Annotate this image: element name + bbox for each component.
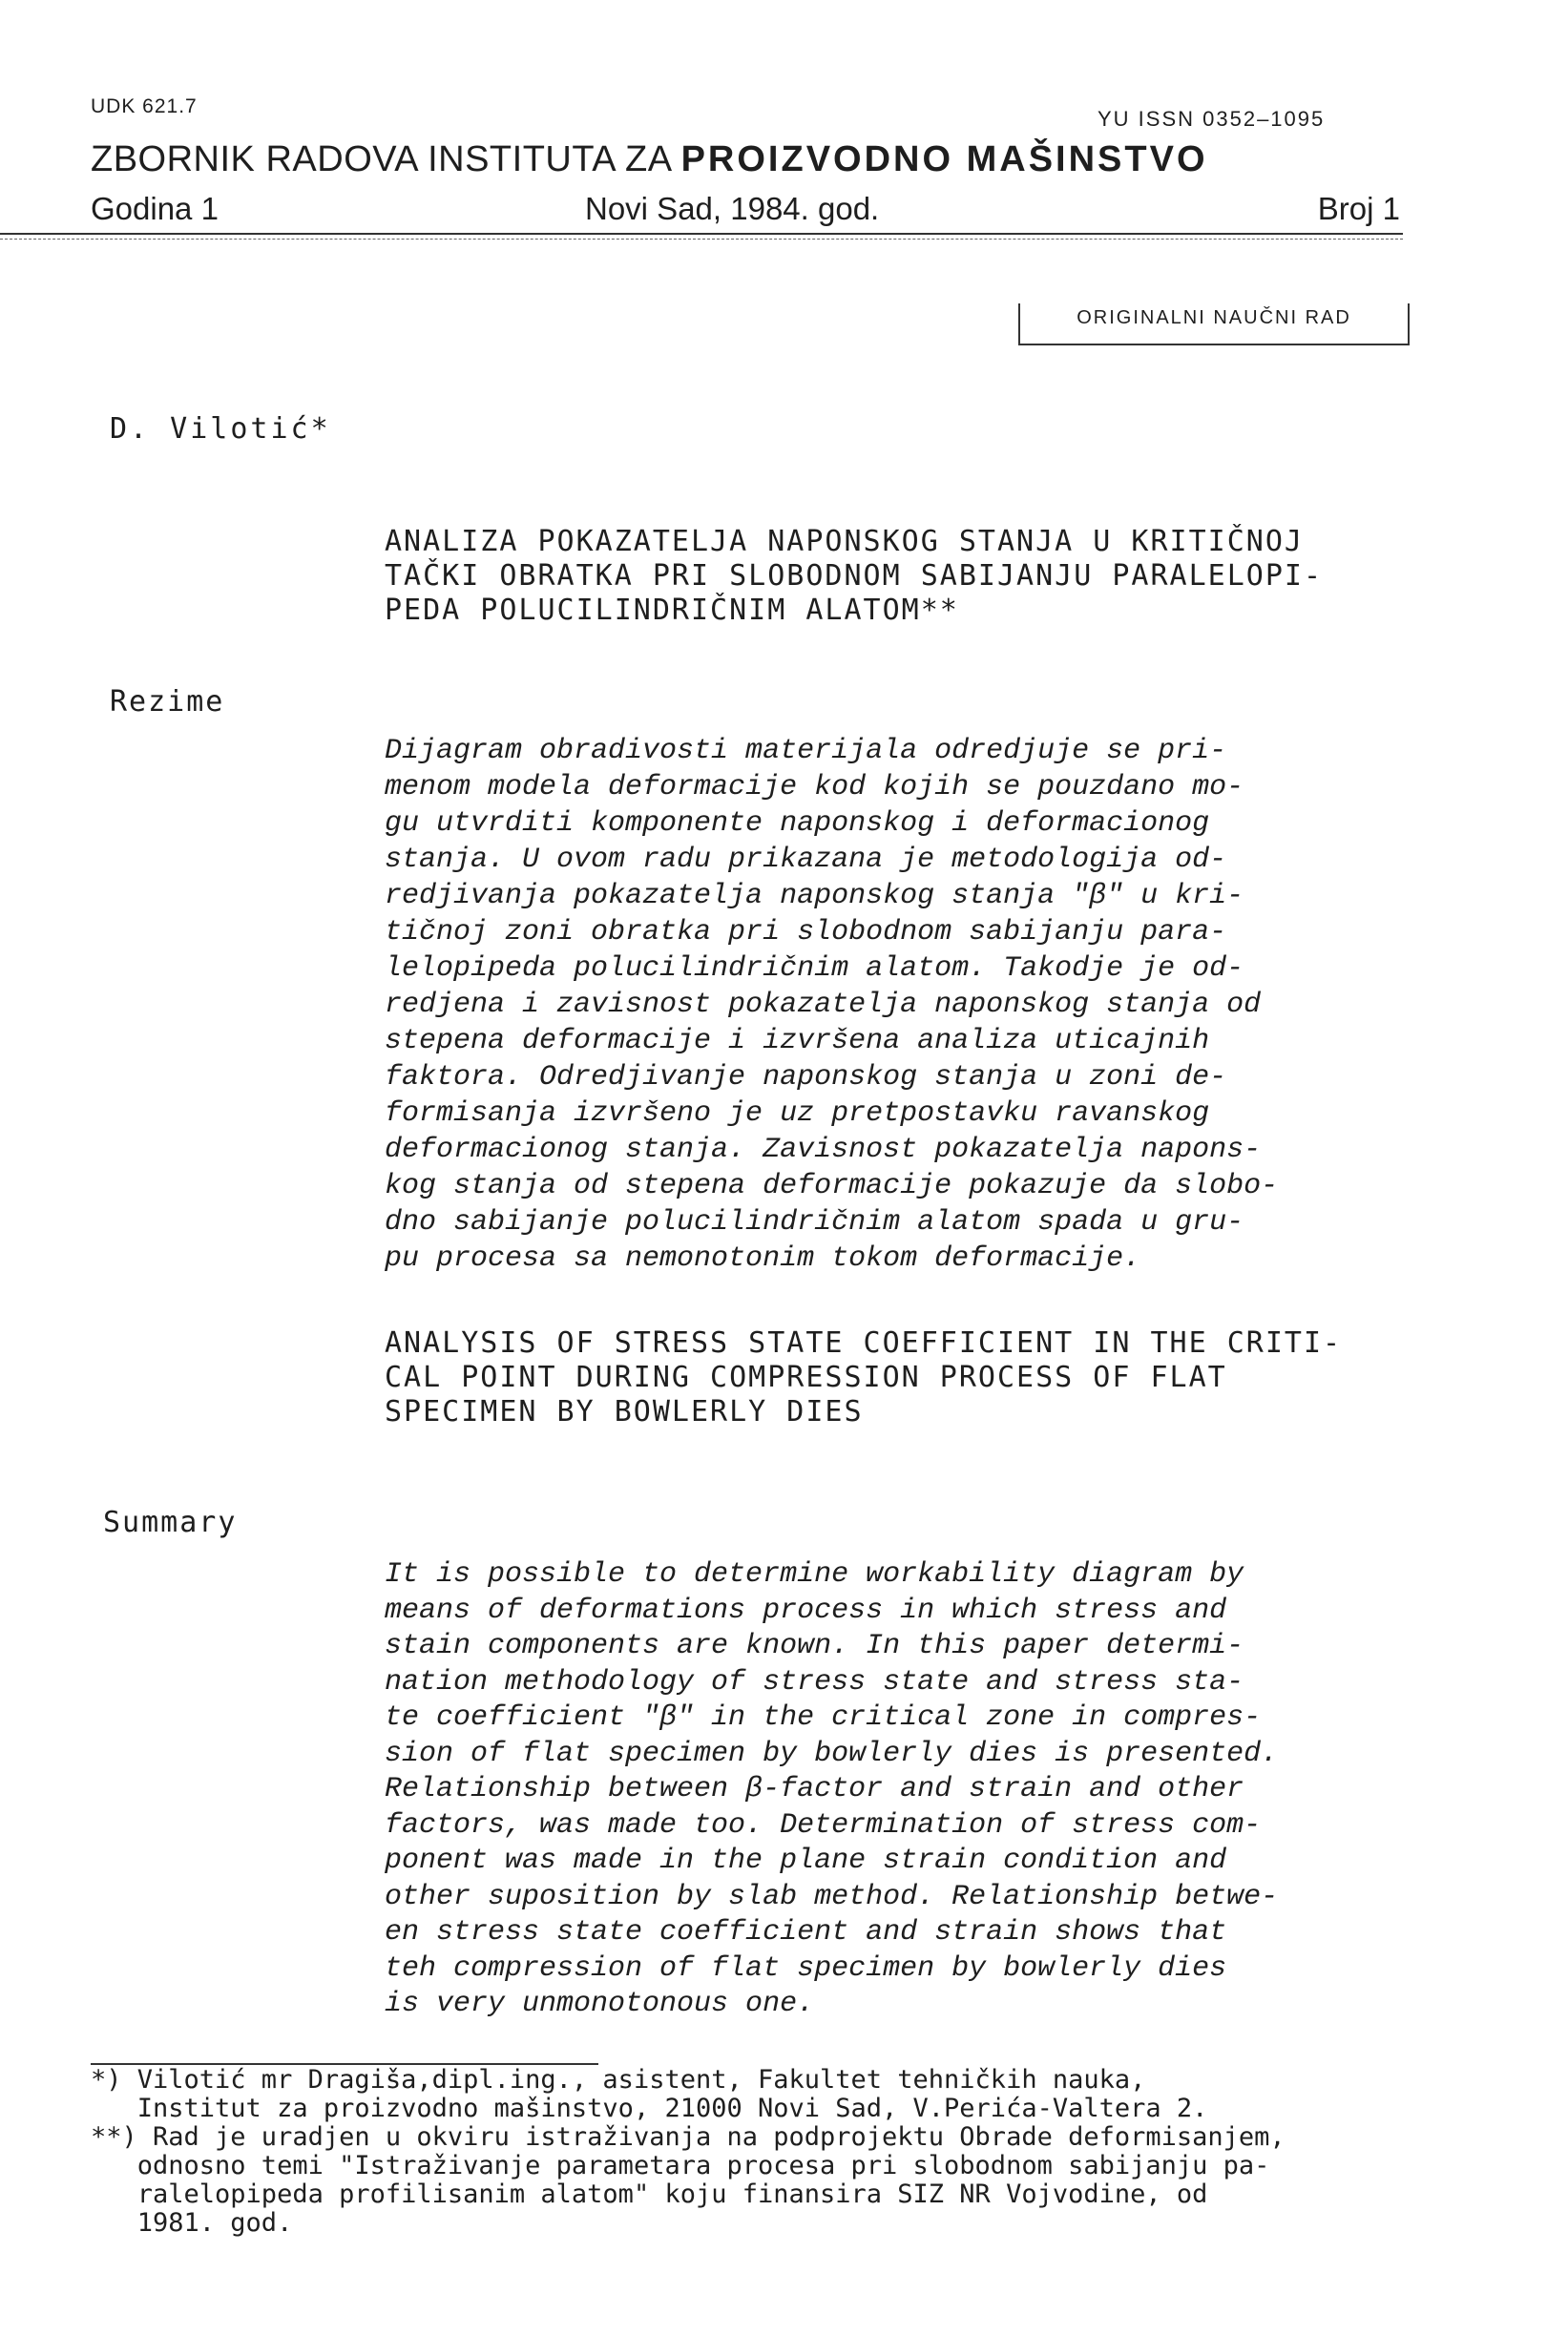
issue-place-date: Novi Sad, 1984. god. [585, 191, 880, 226]
rezime-text: Dijagram obradivosti materijala odredjuje se pri- menom modela deformacije kod kojih se pouzdano mo- gu utvrditi komponente naponskog i deformacionog stanja. U ovom radu prikazana je metodologija od- redjivanja pokazatelja naponskog stanja "β" u kri- tičnoj zoni obratka pri slobodnom sabijanju para- lelopipeda polucilindričnim alatom. Takodje je od- redjena i zavisnost pokazatelja naponskog stanja od stepena deformacije i izvršena analiza uticajnih faktora. Odredjivanje naponskog stanja u zoni de- formisanja izvršeno je uz pretpostavku ravanskog deformacionog stanja. Zavisnost pokazatelja napons- kog stanja od stepena deformacije pokazuje da slobo- dno sabijanje polucilindričnim alatom spada u gru- pu procesa sa nemonotonim tokom deformacije. [385, 735, 1279, 1275]
serbian-title: ANALIZA POKAZATELJA NAPONSKOG STANJA U KRITIČNOJ TAČKI OBRATKA PRI SLOBODNOM SABIJANJU PARALELOPI- PEDA POLUCILINDRIČNIM ALATOM** [385, 525, 1324, 627]
article-type-badge: ORIGINALNI NAUČNI RAD [1018, 303, 1410, 345]
summary-label: Summary [103, 1506, 238, 1539]
issue-info-row [91, 191, 1400, 233]
footnotes: *) Vilotić mr Dragiša,dipl.ing., asistent, Fakultet tehničkih nauka, Institut za proizvodno mašinstvo, 21000 Novi Sad, V.Perića-Valtera 2. **) Rad je uradjen u okviru istraživanja na podprojektu Obrade deformisanjem, odnosno temi "Istraživanje parametara procesa pri slobodnom sabijanju pa- ralelopipeda profilisanim alatom" koju finansira SIZ NR Vojvodine, od 1981. god. [91, 2065, 1286, 2238]
udk-code: UDK 621.7 [91, 95, 198, 117]
author-name: D. Vilotić* [110, 412, 331, 446]
issue-number: Broj 1 [1317, 191, 1400, 226]
journal-title-bold: PROIZVODNO MAŠINSTVO [680, 139, 1208, 179]
journal-title [91, 139, 1208, 180]
header-rule [0, 233, 1403, 235]
english-title: ANALYSIS OF STRESS STATE COEFFICIENT IN THE CRITI- CAL POINT DURING COMPRESSION PROCESS OF FLAT SPECIMEN BY BOWLERLY DIES [385, 1326, 1343, 1429]
rezime-label: Rezime [110, 685, 225, 719]
issue-year: Godina 1 [91, 191, 219, 226]
summary-text: It is possible to determine workability diagram by means of deformations process in which stress and stain components are known. In this paper determi- nation methodology of stress state and stress sta- te coefficient "β" in the critical zone in compres- sion of flat specimen by bowlerly dies is presented. Relationship between β-factor and strain and other factors, was made too. Determination of stress com- ponent was made in the plane strain condition and other suposition by slab method. Relationship betwe- en stress state coefficient and strain shows that teh compression of flat specimen by bowlerly dies is very unmonotonous one. [385, 1558, 1279, 2020]
journal-title-plain: ZBORNIK RADOVA INSTITUTA ZA [91, 139, 671, 179]
issn-number: YU ISSN 0352–1095 [1098, 107, 1326, 131]
header-rule-dashed [0, 239, 1403, 240]
